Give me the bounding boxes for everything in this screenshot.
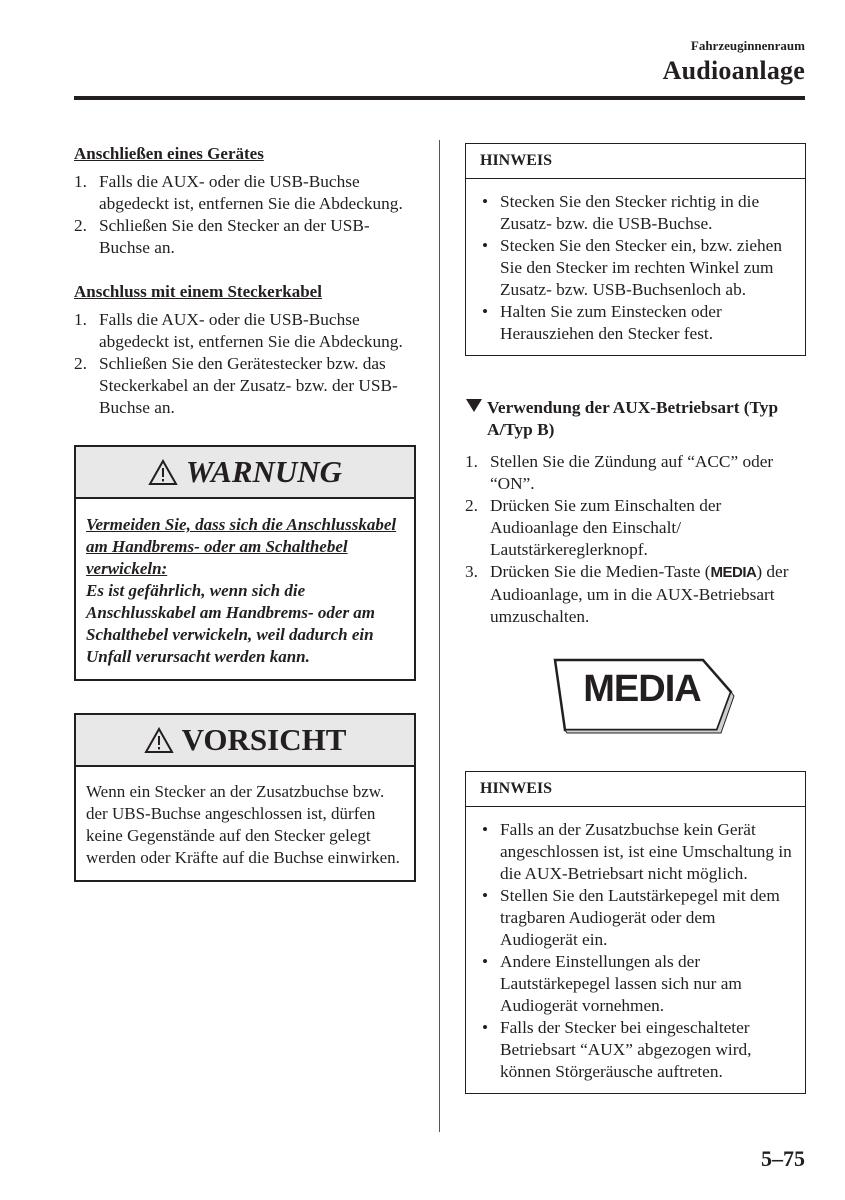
step-text-part: Drücken Sie die Medien-Taste ( xyxy=(490,562,711,581)
step-number: 3. xyxy=(465,562,478,581)
warning-lead: Vermeiden Sie, dass sich die Anschlusskabel am Handbrems- oder am Schalthebel verwickeln: xyxy=(86,515,397,578)
list-item xyxy=(74,171,416,215)
step-number: 1. xyxy=(465,452,478,471)
warning-body xyxy=(76,499,414,679)
bullet-icon: • xyxy=(482,192,489,211)
step-text: Falls die AUX- oder die USB-Buchse abgedeckt ist, entfernen Sie die Abdeckung. xyxy=(99,172,403,213)
list-item xyxy=(482,819,795,885)
connect-device-steps xyxy=(74,171,416,259)
step-number: 2. xyxy=(74,216,87,235)
header-section: Fahrzeuginnenraum xyxy=(690,38,805,53)
list-item xyxy=(74,215,416,259)
note-text: Stecken Sie den Stecker ein, bzw. ziehen Sie den Stecker im rechten Winkel zum Zusatz- bzw. USB-Buchsenloch ab. xyxy=(500,236,782,299)
media-key-label: MEDIA xyxy=(710,564,757,581)
list-item xyxy=(74,353,416,419)
list-item xyxy=(465,495,806,561)
note-title: HINWEIS xyxy=(466,772,805,807)
bullet-icon: • xyxy=(482,952,489,971)
step-number: 2. xyxy=(465,496,478,515)
warning-box xyxy=(74,445,416,681)
step-text: Drücken Sie zum Einschalten der Audioanlage den Einschalt/ Lautstärkereglerknopf. xyxy=(490,496,722,559)
list-item xyxy=(465,561,806,628)
step-number: 1. xyxy=(74,172,87,191)
step-text: Schließen Sie den Gerätestecker bzw. das Steckerkabel an der Zusatz- bzw. der USB-Buchse an. xyxy=(99,354,398,417)
media-button-label: MEDIA xyxy=(583,668,701,710)
note-box xyxy=(465,771,806,1094)
page-number: 5–75 xyxy=(761,1146,805,1171)
bullet-icon: • xyxy=(482,820,489,839)
header-rule xyxy=(74,96,805,100)
step-text xyxy=(490,561,806,628)
note-list xyxy=(466,179,805,355)
list-item xyxy=(482,191,795,235)
warning-triangle-icon xyxy=(144,727,174,754)
caution-body: Wenn ein Stecker an der Zusatzbuchse bzw. der UBS-Buchse angeschlossen ist, dürfen keine Gegenstände auf den Stecker gelegt werden oder Kräfte auf die Buchse einwirken. xyxy=(86,782,400,867)
connect-cable-heading: Anschluss mit einem Steckerkabel xyxy=(74,282,322,301)
note-text: Stellen Sie den Lautstärkepegel mit dem tragbaren Audiogerät oder dem Audiogerät ein. xyxy=(500,886,780,949)
bullet-icon: • xyxy=(482,302,489,321)
list-item xyxy=(482,951,795,1017)
caution-box xyxy=(74,713,416,882)
page-title: Audioanlage xyxy=(662,56,805,85)
aux-section-heading xyxy=(465,397,806,441)
note-text: Falls an der Zusatzbuchse kein Gerät angeschlossen ist, ist eine Umschaltung in die AUX-Betriebsart nicht möglich. xyxy=(500,820,792,883)
step-text: Falls die AUX- oder die USB-Buchse abgedeckt ist, entfernen Sie die Abdeckung. xyxy=(99,310,403,351)
caution-title: VORSICHT xyxy=(181,722,347,757)
list-item xyxy=(74,309,416,353)
triangle-bullet-icon xyxy=(465,397,487,441)
step-text: Schließen Sie den Stecker an der USB-Buchse an. xyxy=(99,216,370,257)
media-button-illustration xyxy=(541,656,741,736)
connect-device-heading: Anschließen eines Gerätes xyxy=(74,144,264,163)
step-number: 1. xyxy=(74,310,87,329)
note-title: HINWEIS xyxy=(466,144,805,179)
list-item xyxy=(482,1017,795,1083)
bullet-icon: • xyxy=(482,236,489,255)
step-text: Stellen Sie die Zündung auf “ACC” oder “ON”. xyxy=(490,452,774,493)
note-text: Halten Sie zum Einstecken oder Herausziehen den Stecker fest. xyxy=(500,302,722,343)
aux-section-title: Verwendung der AUX-Betriebsart (Typ A/Typ B) xyxy=(487,398,779,439)
list-item xyxy=(482,885,795,951)
note-text: Stecken Sie den Stecker richtig in die Zusatz- bzw. die USB-Buchse. xyxy=(500,192,760,233)
connect-cable-steps xyxy=(74,309,416,419)
step-number: 2. xyxy=(74,354,87,373)
column-divider xyxy=(439,140,440,1132)
note-list xyxy=(466,807,805,1093)
left-column xyxy=(74,141,416,882)
caution-header xyxy=(76,715,414,767)
bullet-icon: • xyxy=(482,1018,489,1037)
list-item xyxy=(465,451,806,495)
bullet-icon: • xyxy=(482,886,489,905)
note-text: Falls der Stecker bei eingeschalteter Betriebsart “AUX” abgezogen wird, können Störgeräusche auftreten. xyxy=(500,1018,752,1081)
list-item xyxy=(482,301,795,345)
note-text: Andere Einstellungen als der Lautstärkepegel lassen sich nur am Audiogerät vornehmen. xyxy=(500,952,742,1015)
step-text-part: ) der Audioanlage, um in die AUX-Betriebsart umzuschalten. xyxy=(490,562,789,626)
list-item xyxy=(482,235,795,301)
warning-triangle-icon xyxy=(148,459,178,486)
warning-title: WARNUNG xyxy=(185,454,343,489)
note-box xyxy=(465,143,806,356)
warning-text: Es ist gefährlich, wenn sich die Anschlusskabel am Handbrems- oder am Schalthebel verwickeln, weil dadurch ein Unfall verursacht werden kann. xyxy=(86,581,376,666)
warning-header xyxy=(76,447,414,499)
right-column xyxy=(465,141,806,1094)
aux-steps xyxy=(465,451,806,628)
